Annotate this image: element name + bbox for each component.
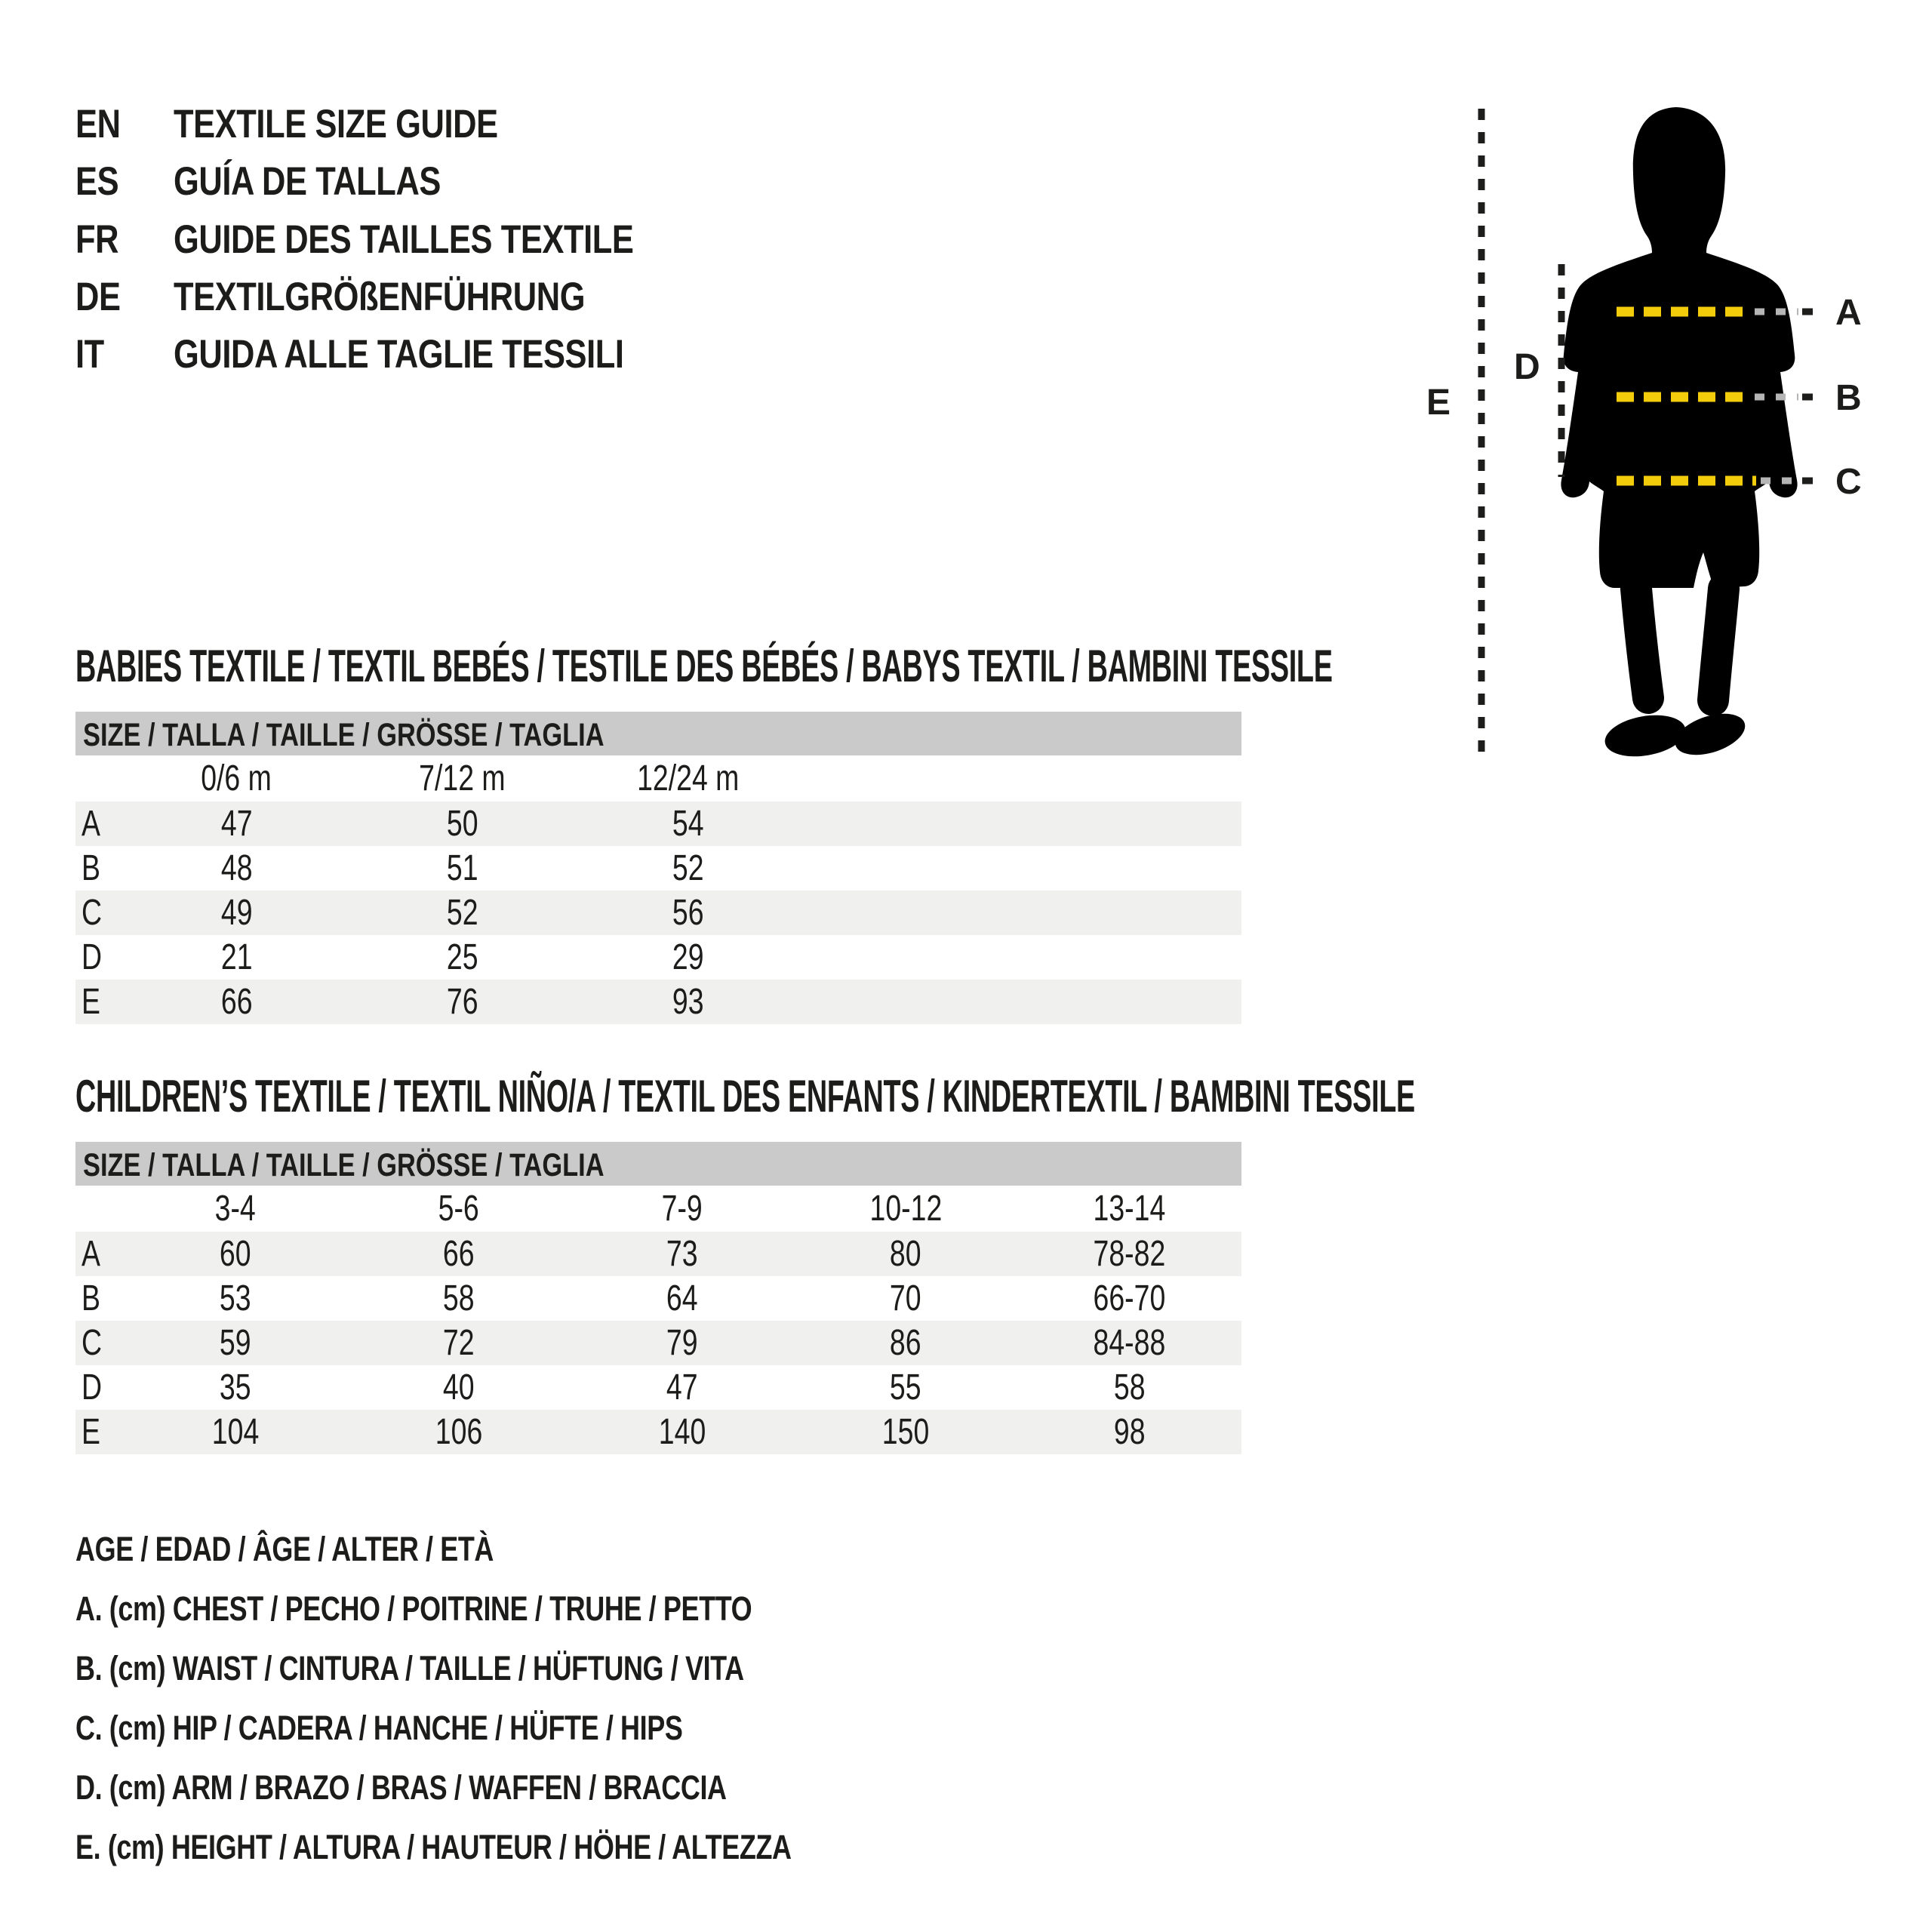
babies-row-e-label (75, 980, 124, 1024)
legend-line-age (75, 1519, 598, 1579)
children-row-b-label (75, 1276, 124, 1321)
child-body-shape (1561, 107, 1797, 588)
babies-row-e-value-1: 66 (220, 982, 253, 1022)
measure-label-c: C (1835, 462, 1862, 502)
children-row-e-label-text: E (82, 1412, 100, 1452)
lang-row-it (75, 325, 723, 383)
children-row-d-label (75, 1365, 124, 1410)
lang-title-it-text: GUIDA ALLE TAGLIE TESSILI (174, 331, 624, 377)
children-row-a-cell-1 (124, 1232, 347, 1276)
children-columns-spacer (75, 1186, 124, 1232)
children-row-c-value-1: 59 (220, 1323, 251, 1363)
babies-row-c-value-1: 49 (220, 893, 253, 933)
children-row-a-value-1: 60 (220, 1234, 251, 1274)
children-row-b-cell-5 (1017, 1276, 1241, 1321)
babies-row-b-filler (801, 846, 1241, 891)
lang-row-fr (75, 211, 734, 268)
children-column-5-6-text: 5-6 (438, 1189, 480, 1229)
babies-row-d-cell-2 (349, 935, 575, 980)
children-row-e-value-5: 98 (1113, 1412, 1146, 1452)
children-row-d-value-5: 58 (1113, 1367, 1146, 1407)
children-row-d-cell-5 (1017, 1365, 1241, 1410)
lang-title-de-text: TEXTILGRÖßENFÜHRUNG (174, 274, 586, 319)
children-column-7-9-text: 7-9 (661, 1189, 703, 1229)
children-row-e-label (75, 1410, 124, 1454)
children-row-a-value-3: 73 (666, 1234, 698, 1274)
legend-line-waist-text: B. (cm) WAIST / CINTURA / TAILLE / HÜFTUNG / VITA (75, 1648, 744, 1687)
lang-row-de (75, 268, 675, 325)
babies-row-a-label-text: A (82, 804, 100, 844)
babies-row-e (75, 980, 1241, 1024)
legend-line-chest-text: A. (cm) CHEST / PECHO / POITRINE / TRUHE / PETTO (75, 1589, 752, 1628)
children-column-13-14 (1017, 1186, 1241, 1232)
babies-row-a-cell-2 (349, 801, 575, 846)
lang-title-en-text: TEXTILE SIZE GUIDE (174, 101, 498, 146)
children-row-d-value-1: 35 (220, 1367, 251, 1407)
children-row-d-cell-2 (347, 1365, 571, 1410)
children-row-c-cell-5 (1017, 1321, 1241, 1365)
children-row-c-label-text: C (82, 1323, 103, 1363)
babies-size-header-text: SIZE / TALLA / TAILLE / GRÖSSE / TAGLIA (83, 716, 605, 753)
children-column-10-12-text: 10-12 (869, 1189, 942, 1229)
children-row-b-value-2: 58 (443, 1278, 475, 1318)
babies-column-7-12m (349, 755, 575, 801)
babies-section-title-text: BABIES TEXTILE / TEXTIL BEBÉS / TESTILE DES BÉBÉS / BABYS TEXTIL / BAMBINI TESSILE (75, 640, 1333, 691)
legend-line-height (75, 1817, 971, 1877)
lang-title-it (174, 331, 723, 377)
babies-row-b-cell-2 (349, 846, 575, 891)
children-row-e-value-4: 150 (881, 1412, 930, 1452)
children-row-b-value-1: 53 (220, 1278, 251, 1318)
babies-section-title (75, 640, 1932, 691)
babies-row-a-value-1: 47 (220, 804, 253, 844)
children-row-c-cell-2 (347, 1321, 571, 1365)
lang-code-en (75, 101, 174, 147)
babies-row-a-cell-3 (575, 801, 801, 846)
legend-line-height-text: E. (cm) HEIGHT / ALTURA / HAUTEUR / HÖHE / ALTEZZA (75, 1827, 792, 1866)
children-size-table (75, 1142, 1241, 1454)
babies-row-b (75, 846, 1241, 891)
children-row-d-cell-1 (124, 1365, 347, 1410)
children-row-d-value-3: 47 (666, 1367, 698, 1407)
children-row-a-value-5: 78-82 (1093, 1234, 1166, 1274)
children-column-3-4 (124, 1186, 347, 1232)
babies-column-12-24m-text: 12/24 m (636, 758, 740, 798)
lang-title-es-text: GUÍA DE TALLAS (174, 158, 441, 204)
babies-row-b-cell-1 (124, 846, 349, 891)
babies-row-d-label-text: D (82, 937, 103, 977)
babies-row-e-cell-3 (575, 980, 801, 1024)
babies-row-b-value-2: 51 (446, 848, 478, 888)
children-row-b (75, 1276, 1241, 1321)
legend-line-hip-text: C. (cm) HIP / CADERA / HANCHE / HÜFTE / HIPS (75, 1708, 683, 1747)
children-row-e-cell-2 (347, 1410, 571, 1454)
lang-row-en (75, 95, 569, 152)
babies-row-d (75, 935, 1241, 980)
babies-columns-row (75, 755, 1241, 801)
babies-row-a-value-3: 54 (672, 804, 704, 844)
babies-size-table (75, 712, 1241, 1024)
measure-label-a: A (1835, 293, 1862, 333)
children-row-a-label (75, 1232, 124, 1276)
lang-code-de-text: DE (75, 274, 121, 319)
children-row-d (75, 1365, 1241, 1410)
children-column-13-14-text: 13-14 (1093, 1189, 1166, 1229)
children-size-header-text: SIZE / TALLA / TAILLE / GRÖSSE / TAGLIA (83, 1146, 605, 1183)
children-row-c-value-4: 86 (890, 1323, 921, 1363)
children-row-b-cell-3 (571, 1276, 794, 1321)
children-size-header-cell (75, 1142, 1241, 1186)
lang-code-fr-text: FR (75, 217, 119, 262)
babies-row-c-label-text: C (82, 893, 103, 933)
babies-columns-spacer (75, 755, 124, 801)
children-row-b-cell-4 (794, 1276, 1017, 1321)
lang-code-de (75, 274, 174, 320)
child-front-shoe (1601, 709, 1688, 762)
measure-label-e: E (1426, 383, 1451, 423)
babies-row-c-value-2: 52 (446, 893, 478, 933)
lang-row-es (75, 152, 500, 210)
children-row-c-value-5: 84-88 (1093, 1323, 1166, 1363)
children-row-a-cell-5 (1017, 1232, 1241, 1276)
lang-code-en-text: EN (75, 101, 121, 146)
children-row-c-cell-4 (794, 1321, 1017, 1365)
children-row-a-cell-3 (571, 1232, 794, 1276)
children-row-b-value-3: 64 (666, 1278, 698, 1318)
children-section-title-text: CHILDREN’S TEXTILE / TEXTIL NIÑO/A / TEXTIL DES ENFANTS / KINDERTEXTIL / BAMBINI TESSILE (75, 1070, 1415, 1121)
children-row-b-value-4: 70 (890, 1278, 921, 1318)
babies-row-d-cell-1 (124, 935, 349, 980)
children-row-a-cell-2 (347, 1232, 571, 1276)
measure-label-d: D (1514, 347, 1540, 387)
lang-code-es (75, 158, 174, 205)
babies-size-header-row (75, 712, 1241, 755)
children-row-e-value-2: 106 (435, 1412, 483, 1452)
babies-row-c-filler (801, 891, 1241, 935)
babies-row-d-value-2: 25 (446, 937, 478, 977)
children-row-b-value-5: 66-70 (1093, 1278, 1166, 1318)
children-columns-row (75, 1186, 1241, 1232)
babies-row-d-value-3: 29 (672, 937, 704, 977)
children-row-d-label-text: D (82, 1367, 103, 1407)
children-row-e (75, 1410, 1241, 1454)
children-row-a-label-text: A (82, 1234, 100, 1274)
babies-row-e-value-3: 93 (672, 982, 704, 1022)
legend-line-waist (75, 1638, 911, 1698)
babies-column-0-6m-text: 0/6 m (201, 758, 272, 798)
babies-row-a (75, 801, 1241, 846)
children-row-d-value-4: 55 (890, 1367, 921, 1407)
babies-columns-filler (801, 755, 1241, 801)
lang-code-fr (75, 217, 174, 263)
children-row-d-cell-4 (794, 1365, 1017, 1410)
children-row-a-cell-4 (794, 1232, 1017, 1276)
children-row-c (75, 1321, 1241, 1365)
measure-label-b: B (1835, 378, 1862, 418)
children-row-d-cell-3 (571, 1365, 794, 1410)
children-row-b-cell-2 (347, 1276, 571, 1321)
babies-row-c (75, 891, 1241, 935)
lang-title-es (174, 158, 500, 205)
babies-row-e-filler (801, 980, 1241, 1024)
children-size-header-row (75, 1142, 1241, 1186)
children-row-e-cell-1 (124, 1410, 347, 1454)
babies-row-b-value-3: 52 (672, 848, 704, 888)
children-column-5-6 (347, 1186, 571, 1232)
babies-row-b-value-1: 48 (220, 848, 253, 888)
legend-line-arm (75, 1758, 889, 1817)
children-row-a-value-4: 80 (890, 1234, 921, 1274)
babies-row-d-value-1: 21 (220, 937, 253, 977)
babies-row-b-label (75, 846, 124, 891)
lang-code-es-text: ES (75, 158, 119, 204)
lang-title-en (174, 101, 569, 147)
children-row-d-value-2: 40 (443, 1367, 475, 1407)
babies-row-d-cell-3 (575, 935, 801, 980)
babies-row-c-cell-2 (349, 891, 575, 935)
babies-row-c-value-3: 56 (672, 893, 704, 933)
babies-row-a-cell-1 (124, 801, 349, 846)
children-column-3-4-text: 3-4 (214, 1189, 257, 1229)
children-row-c-label (75, 1321, 124, 1365)
babies-column-7-12m-text: 7/12 m (419, 758, 506, 798)
children-row-e-value-3: 140 (658, 1412, 706, 1452)
legend-line-arm-text: D. (cm) ARM / BRAZO / BRAS / WAFFEN / BRACCIA (75, 1767, 727, 1807)
babies-row-d-filler (801, 935, 1241, 980)
babies-row-c-label (75, 891, 124, 935)
lang-title-fr (174, 217, 734, 263)
children-section-title (75, 1070, 1932, 1121)
babies-column-0-6m (124, 755, 349, 801)
babies-row-a-label (75, 801, 124, 846)
children-row-a-value-2: 66 (443, 1234, 475, 1274)
children-row-c-value-2: 72 (443, 1323, 475, 1363)
babies-row-d-label (75, 935, 124, 980)
babies-row-e-value-2: 76 (446, 982, 478, 1022)
children-row-b-label-text: B (82, 1278, 100, 1318)
children-row-c-cell-3 (571, 1321, 794, 1365)
measurement-figure (1419, 60, 1932, 830)
babies-row-c-cell-3 (575, 891, 801, 935)
lang-code-it-text: IT (75, 331, 104, 377)
legend-line-hip (75, 1698, 835, 1758)
children-row-e-value-1: 104 (211, 1412, 260, 1452)
lang-code-it (75, 331, 174, 377)
babies-row-b-cell-3 (575, 846, 801, 891)
lang-title-de (174, 274, 675, 320)
babies-size-header-cell (75, 712, 1241, 755)
lang-title-fr-text: GUIDE DES TAILLES TEXTILE (174, 217, 634, 262)
babies-row-b-label-text: B (82, 848, 100, 888)
children-column-7-9 (571, 1186, 794, 1232)
babies-row-e-label-text: E (82, 982, 100, 1022)
babies-row-e-cell-2 (349, 980, 575, 1024)
children-column-10-12 (794, 1186, 1017, 1232)
children-row-b-cell-1 (124, 1276, 347, 1321)
legend-line-age-text: AGE / EDAD / ÂGE / ALTER / ETÀ (75, 1529, 494, 1568)
children-row-c-cell-1 (124, 1321, 347, 1365)
babies-row-e-cell-1 (124, 980, 349, 1024)
children-row-a (75, 1232, 1241, 1276)
babies-row-a-filler (801, 801, 1241, 846)
babies-row-c-cell-1 (124, 891, 349, 935)
legend-line-chest (75, 1579, 921, 1638)
babies-row-a-value-2: 50 (446, 804, 478, 844)
children-row-e-cell-5 (1017, 1410, 1241, 1454)
children-row-e-cell-3 (571, 1410, 794, 1454)
children-row-c-value-3: 79 (666, 1323, 698, 1363)
children-row-e-cell-4 (794, 1410, 1017, 1454)
babies-column-12-24m (575, 755, 801, 801)
